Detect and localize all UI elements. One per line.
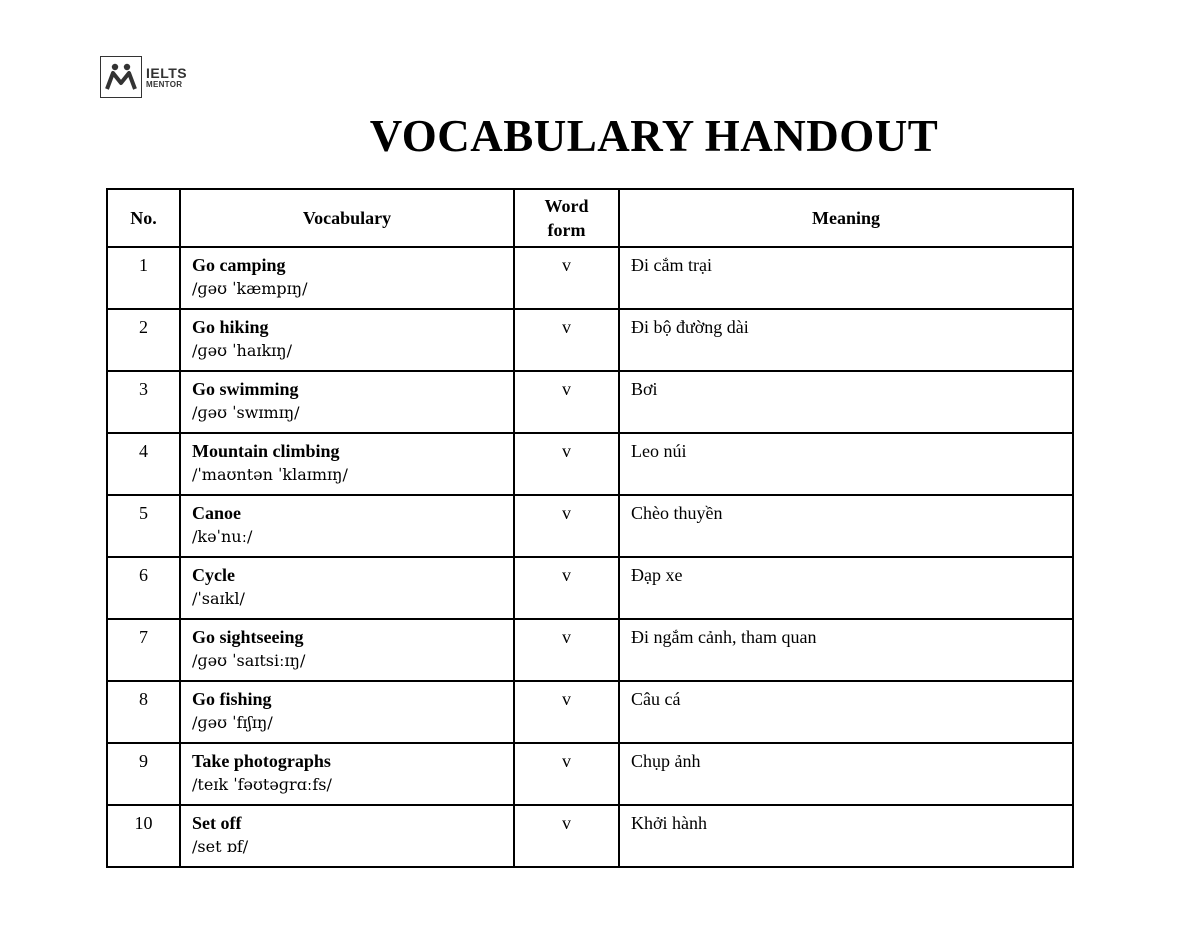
table-row <box>107 805 1073 867</box>
table-row <box>107 433 1073 495</box>
meaning: Đi cắm trại <box>619 247 1073 309</box>
row-number: 6 <box>107 557 180 619</box>
vocabulary-cell <box>180 619 514 681</box>
ielts-mentor-logo <box>100 56 187 98</box>
vocabulary-word: Go swimming <box>192 379 299 399</box>
table-row <box>107 495 1073 557</box>
table-row <box>107 619 1073 681</box>
row-number: 10 <box>107 805 180 867</box>
vocabulary-ipa: /set ɒf/ <box>192 837 249 856</box>
table-row <box>107 371 1073 433</box>
meaning: Bơi <box>619 371 1073 433</box>
vocabulary-word: Go sightseeing <box>192 627 304 647</box>
logo-line-2: MENTOR <box>146 79 183 89</box>
header-no: No. <box>107 189 180 247</box>
row-number: 5 <box>107 495 180 557</box>
meaning: Leo núi <box>619 433 1073 495</box>
row-number: 8 <box>107 681 180 743</box>
header-meaning: Meaning <box>619 189 1073 247</box>
word-form: v <box>514 371 619 433</box>
table-row <box>107 681 1073 743</box>
word-form: v <box>514 619 619 681</box>
vocabulary-cell <box>180 557 514 619</box>
header-word-form <box>514 189 619 247</box>
vocabulary-ipa: /ɡəʊ ˈswɪmɪŋ/ <box>192 403 300 422</box>
row-number: 7 <box>107 619 180 681</box>
header-vocabulary: Vocabulary <box>180 189 514 247</box>
meaning: Chụp ảnh <box>619 743 1073 805</box>
vocabulary-ipa: /kəˈnuː/ <box>192 527 253 546</box>
word-form: v <box>514 495 619 557</box>
vocabulary-ipa: /ɡəʊ ˈkæmpɪŋ/ <box>192 279 308 298</box>
row-number: 4 <box>107 433 180 495</box>
vocabulary-word: Canoe <box>192 503 241 523</box>
word-form: v <box>514 309 619 371</box>
vocabulary-table <box>106 188 1074 868</box>
word-form: v <box>514 247 619 309</box>
meaning: Chèo thuyền <box>619 495 1073 557</box>
meaning: Khởi hành <box>619 805 1073 867</box>
word-form: v <box>514 557 619 619</box>
vocabulary-ipa: /ɡəʊ ˈhaɪkɪŋ/ <box>192 341 292 360</box>
meaning: Câu cá <box>619 681 1073 743</box>
meaning: Đạp xe <box>619 557 1073 619</box>
vocabulary-ipa: /ˈmaʊntən ˈklaɪmɪŋ/ <box>192 465 348 484</box>
vocabulary-ipa: /teɪk ˈfəʊtəɡrɑːfs/ <box>192 775 332 794</box>
vocabulary-word: Set off <box>192 813 242 833</box>
word-form: v <box>514 681 619 743</box>
vocabulary-cell <box>180 805 514 867</box>
table-row <box>107 247 1073 309</box>
vocabulary-cell <box>180 495 514 557</box>
meaning: Đi bộ đường dài <box>619 309 1073 371</box>
vocabulary-ipa: /ˈsaɪkl/ <box>192 589 245 608</box>
word-form: v <box>514 433 619 495</box>
vocabulary-cell <box>180 309 514 371</box>
word-form: v <box>514 805 619 867</box>
row-number: 1 <box>107 247 180 309</box>
vocabulary-cell <box>180 743 514 805</box>
table-header-row <box>107 189 1073 247</box>
vocabulary-word: Go camping <box>192 255 286 275</box>
table-row <box>107 309 1073 371</box>
header-word-form-line1: Word <box>544 196 589 216</box>
word-form: v <box>514 743 619 805</box>
vocabulary-ipa: /ɡəʊ ˈsaɪtsiːɪŋ/ <box>192 651 306 670</box>
row-number: 9 <box>107 743 180 805</box>
page-title: VOCABULARY HANDOUT <box>369 111 939 161</box>
row-number: 2 <box>107 309 180 371</box>
vocabulary-ipa: /ɡəʊ ˈfɪʃɪŋ/ <box>192 713 273 732</box>
header-word-form-line2: form <box>547 220 586 240</box>
row-number: 3 <box>107 371 180 433</box>
vocabulary-word: Mountain climbing <box>192 441 340 461</box>
vocabulary-cell <box>180 433 514 495</box>
vocabulary-word: Cycle <box>192 565 235 585</box>
logo-line-1: IELTS <box>146 64 188 81</box>
logo-wordmark <box>146 66 187 89</box>
vocabulary-word: Go fishing <box>192 689 272 709</box>
table-row <box>107 557 1073 619</box>
meaning: Đi ngắm cảnh, tham quan <box>619 619 1073 681</box>
logo-mark-icon <box>100 56 142 98</box>
vocabulary-cell <box>180 371 514 433</box>
vocabulary-cell <box>180 681 514 743</box>
vocabulary-word: Take photographs <box>192 751 331 771</box>
vocabulary-cell <box>180 247 514 309</box>
vocabulary-word: Go hiking <box>192 317 269 337</box>
table-row <box>107 743 1073 805</box>
